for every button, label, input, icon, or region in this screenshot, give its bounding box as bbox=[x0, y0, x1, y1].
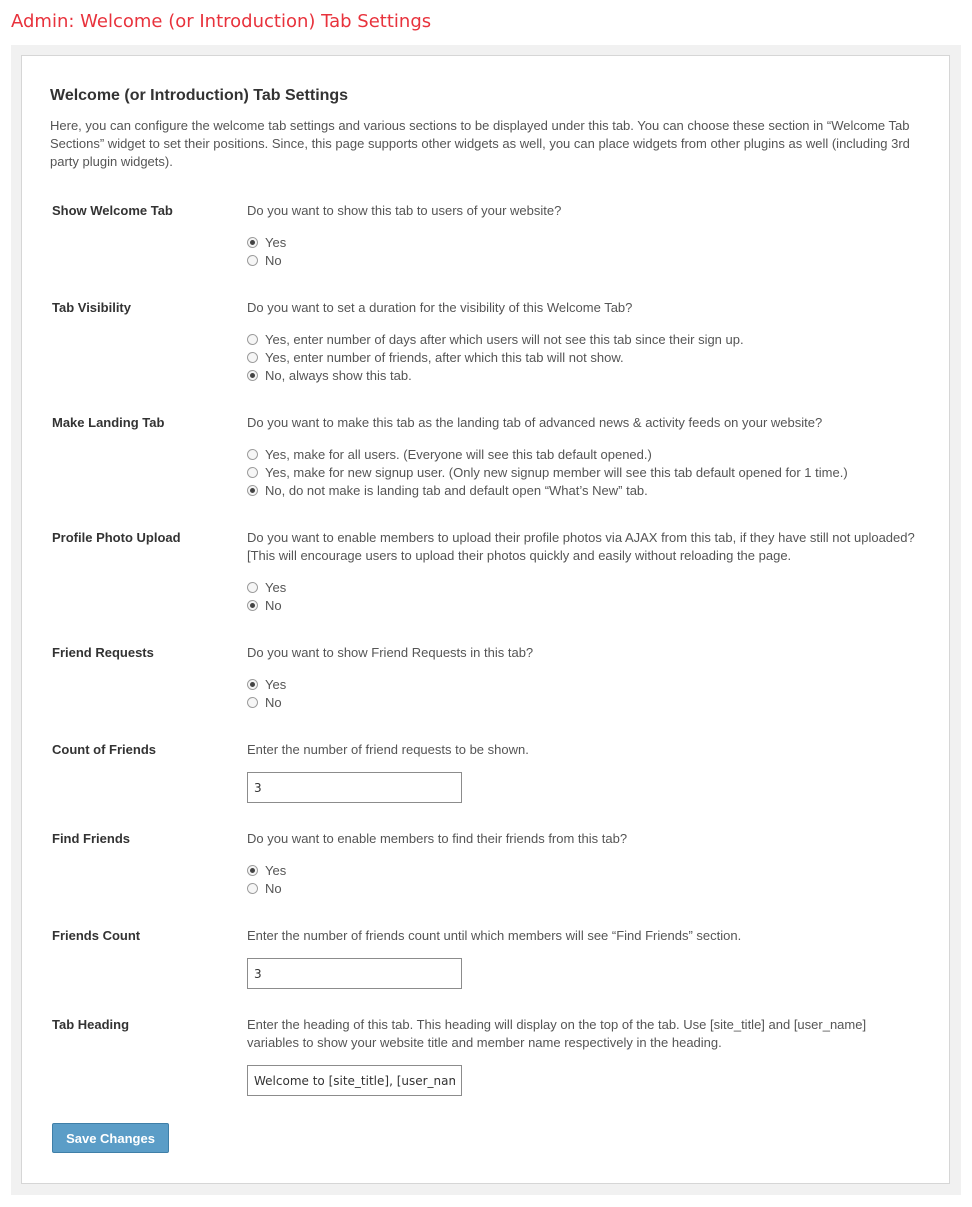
option-label: No, always show this tab. bbox=[265, 367, 412, 383]
count-of-friends-input[interactable] bbox=[247, 772, 462, 803]
option-label: Yes, make for new signup user. (Only new signup member will see this tab default opened for 1 time.) bbox=[265, 464, 848, 480]
form-intro: Here, you can configure the welcome tab settings and various sections to be displayed under this tab. You can choose these section in “Welcome Tab Sections” widget to set their positions. Since, this page supports other widgets as well, you can place widgets from other plugins as well (including 3rd party plugin widgets). bbox=[50, 118, 910, 169]
radio-show-welcome-tab-yes[interactable] bbox=[247, 233, 917, 251]
question-tab-visibility: Do you want to set a duration for the visibility of this Welcome Tab? bbox=[247, 300, 633, 315]
form-title: Welcome (or Introduction) Tab Settings bbox=[50, 87, 349, 104]
label-tab-heading: Tab Heading bbox=[52, 1017, 130, 1032]
radio-button[interactable] bbox=[247, 467, 258, 478]
radio-friend-requests-yes[interactable] bbox=[247, 675, 917, 693]
option-label: Yes, enter number of days after which users will not see this tab since their sign up. bbox=[265, 331, 744, 347]
question-make-landing-tab: Do you want to make this tab as the landing tab of advanced news & activity feeds on your website? bbox=[247, 415, 823, 430]
label-friend-requests: Friend Requests bbox=[52, 645, 154, 660]
radio-tab-visibility-days[interactable] bbox=[247, 330, 917, 348]
field-tab-heading bbox=[247, 1016, 917, 1096]
option-label: Yes bbox=[265, 676, 287, 692]
option-label: Yes bbox=[265, 234, 287, 250]
question-find-friends: Do you want to enable members to find their friends from this tab? bbox=[247, 831, 628, 846]
field-show-welcome-tab bbox=[247, 202, 917, 269]
field-count-of-friends bbox=[247, 741, 917, 803]
field-tab-visibility bbox=[247, 299, 917, 384]
page-heading: Admin: Welcome (or Introduction) Tab Settings bbox=[11, 11, 432, 32]
radio-button[interactable] bbox=[247, 370, 258, 381]
label-show-welcome-tab: Show Welcome Tab bbox=[52, 203, 173, 218]
option-label: No bbox=[265, 694, 282, 710]
tab-heading-input[interactable] bbox=[247, 1065, 462, 1096]
option-label: Yes, make for all users. (Everyone will see this tab default opened.) bbox=[265, 446, 652, 462]
radio-button[interactable] bbox=[247, 600, 258, 611]
label-make-landing-tab: Make Landing Tab bbox=[52, 415, 165, 430]
radio-profile-photo-no[interactable] bbox=[247, 596, 917, 614]
label-find-friends: Find Friends bbox=[52, 831, 130, 846]
radio-find-friends-no[interactable] bbox=[247, 879, 917, 897]
radio-friend-requests-no[interactable] bbox=[247, 693, 917, 711]
settings-container bbox=[11, 45, 961, 1195]
question-show-welcome-tab: Do you want to show this tab to users of your website? bbox=[247, 203, 562, 218]
question-tab-heading: Enter the heading of this tab. This heading will display on the top of the tab. Use [site_title] and [user_name] variables to show your website title and member name respectively in the heading. bbox=[247, 1017, 867, 1050]
radio-tab-visibility-friends[interactable] bbox=[247, 348, 917, 366]
settings-panel bbox=[21, 55, 950, 1184]
label-profile-photo-upload: Profile Photo Upload bbox=[52, 530, 181, 545]
radio-button[interactable] bbox=[247, 485, 258, 496]
radio-button[interactable] bbox=[247, 697, 258, 708]
option-label: No, do not make is landing tab and default open “What’s New” tab. bbox=[265, 482, 648, 498]
radio-landing-new-signup[interactable] bbox=[247, 463, 917, 481]
option-label: No bbox=[265, 252, 282, 268]
radio-landing-no[interactable] bbox=[247, 481, 917, 499]
option-label: Yes bbox=[265, 862, 287, 878]
label-tab-visibility: Tab Visibility bbox=[52, 300, 131, 315]
radio-tab-visibility-always[interactable] bbox=[247, 366, 917, 384]
option-label: No bbox=[265, 597, 282, 613]
option-label: Yes, enter number of friends, after which this tab will not show. bbox=[265, 349, 624, 365]
field-find-friends bbox=[247, 830, 917, 897]
radio-button[interactable] bbox=[247, 582, 258, 593]
label-count-of-friends: Count of Friends bbox=[52, 742, 156, 757]
radio-landing-all-users[interactable] bbox=[247, 445, 917, 463]
radio-button[interactable] bbox=[247, 883, 258, 894]
question-friend-requests: Do you want to show Friend Requests in this tab? bbox=[247, 645, 534, 660]
friends-count-input[interactable] bbox=[247, 958, 462, 989]
question-profile-photo-upload: Do you want to enable members to upload their profile photos via AJAX from this tab, if they have still not uploaded? [This will encourage users to upload their photos quickly and easily without reloading the page. bbox=[247, 530, 915, 563]
radio-button[interactable] bbox=[247, 237, 258, 248]
save-changes-button[interactable]: Save Changes bbox=[52, 1123, 169, 1153]
option-label: Yes bbox=[265, 579, 287, 595]
radio-button[interactable] bbox=[247, 255, 258, 266]
question-friends-count: Enter the number of friends count until which members will see “Find Friends” section. bbox=[247, 928, 742, 943]
field-make-landing-tab bbox=[247, 414, 917, 499]
question-count-of-friends: Enter the number of friend requests to be shown. bbox=[247, 742, 529, 757]
field-friend-requests bbox=[247, 644, 917, 711]
label-friends-count: Friends Count bbox=[52, 928, 141, 943]
field-profile-photo-upload bbox=[247, 529, 917, 614]
radio-find-friends-yes[interactable] bbox=[247, 861, 917, 879]
radio-button[interactable] bbox=[247, 679, 258, 690]
option-label: No bbox=[265, 880, 282, 896]
radio-button[interactable] bbox=[247, 334, 258, 345]
radio-show-welcome-tab-no[interactable] bbox=[247, 251, 917, 269]
radio-button[interactable] bbox=[247, 865, 258, 876]
radio-button[interactable] bbox=[247, 352, 258, 363]
radio-button[interactable] bbox=[247, 449, 258, 460]
radio-profile-photo-yes[interactable] bbox=[247, 578, 917, 596]
field-friends-count bbox=[247, 927, 917, 989]
